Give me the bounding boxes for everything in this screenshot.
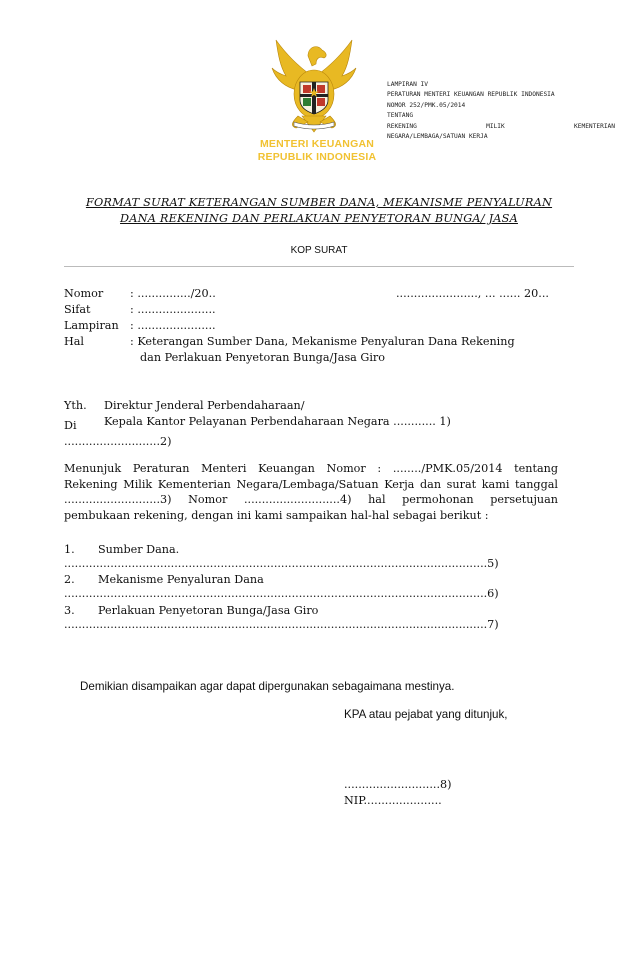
ministry-title-line2: REPUBLIK INDONESIA — [257, 151, 377, 163]
hal-label: Hal — [64, 335, 85, 348]
nomor-line: NOMOR 252/PMK.05/2014 — [387, 101, 466, 109]
item-3-label: Perlakuan Penyetoran Bunga/Jasa Giro — [98, 604, 319, 617]
recipient-line1: Direktur Jenderal Perbendaharaan/ — [104, 399, 305, 412]
signature-name-placeholder: ...........................8) — [344, 778, 452, 791]
rekening-line — [387, 122, 615, 132]
item-1-label: Sumber Dana. — [98, 543, 180, 556]
item-2-number: 2. — [64, 573, 75, 586]
rekening-word-1: REKENING — [387, 122, 417, 130]
lampiran-block — [387, 80, 615, 142]
item-3-number: 3. — [64, 604, 75, 617]
peraturan-line: PERATURAN MENTERI KEUANGAN REPUBLIK INDONESIA — [387, 91, 555, 99]
di-label: Di — [64, 419, 77, 432]
rekening-word-2: MILIK — [486, 122, 505, 130]
lampiran-meta-label: Lampiran — [64, 319, 119, 332]
header-divider — [64, 266, 574, 267]
rekening-word-3: KEMENTERIAN — [574, 122, 615, 130]
tentang-line: TENTANG — [387, 112, 414, 120]
item-3-dots: .......................................................................................................................7) — [64, 618, 499, 631]
hal-value-line1: : Keterangan Sumber Dana, Mekanisme Penyaluran Dana Rekening — [130, 335, 515, 348]
sifat-value: : ...................... — [130, 303, 216, 316]
hal-value-line2: dan Perlakuan Penyetoran Bunga/Jasa Giro — [140, 351, 386, 364]
item-1-number: 1. — [64, 543, 75, 556]
garuda-emblem-icon — [268, 36, 360, 136]
kop-surat: KOP SURAT — [290, 245, 348, 256]
nomor-label: Nomor — [64, 287, 104, 300]
item-1-dots: .......................................................................................................................5) — [64, 557, 499, 570]
ministry-title-line1: MENTERI KEUANGAN — [259, 138, 375, 150]
rekening-line-2: NEGARA/LEMBAGA/SATUAN KERJA — [387, 132, 488, 140]
recipient-line2: Kepala Kantor Pelayanan Perbendaharaan Negara ............ 1) — [104, 415, 451, 428]
lampiran-label: LAMPIRAN IV — [387, 81, 428, 88]
item-2-dots: .......................................................................................................................6) — [64, 587, 499, 600]
yth-label: Yth. — [64, 399, 87, 412]
sifat-label: Sifat — [64, 303, 91, 316]
document-title-line2: DANA REKENING DAN PERLAKUAN PENYETORAN BUNGA/ JASA — [120, 212, 518, 225]
nip-placeholder: NIP...................... — [344, 794, 442, 807]
body-paragraph: Menunjuk Peraturan Menteri Keuangan Nomor : ......../PMK.05/2014 tentang Rekening Milik Kementerian Negara/Lembaga/Satuan Kerja dan surat kami tanggal ...........................3) Nomor ...........................4) hal permohonan persetujuan pembukaan rekening, dengan ini kami sampaikan hal-hal sebagai berikut : — [64, 462, 558, 522]
lampiran-meta-value: : ...................... — [130, 319, 216, 332]
document-title-line1: FORMAT SURAT KETERANGAN SUMBER DANA, MEKANISME PENYALURAN — [85, 196, 553, 209]
signatory-title: KPA atau pejabat yang ditunjuk, — [344, 708, 508, 721]
item-2-label: Mekanisme Penyaluran Dana — [98, 573, 264, 586]
recipient-place: ...........................2) — [64, 435, 172, 448]
closing-statement: Demikian disampaikan agar dapat dipergunakan sebagaimana mestinya. — [80, 680, 455, 693]
letter-date: ......................., ... ...... 20... — [396, 287, 549, 300]
nomor-value: : .............../20.. — [130, 287, 216, 300]
